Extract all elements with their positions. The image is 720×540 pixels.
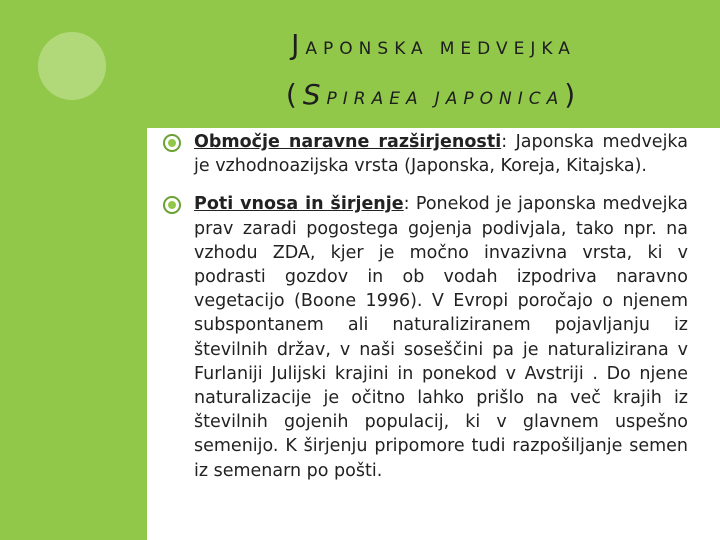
item-text: Japonska medvejka je vzhodnoazijska vrsta (Japonska, Koreja, Kitajska).	[194, 132, 688, 177]
ring-bullet-icon	[160, 193, 184, 217]
title-latin-initial: S	[302, 78, 327, 111]
circle-decoration	[38, 32, 106, 100]
item-label: Območje naravne razširjenosti	[194, 132, 502, 152]
title-word-1: APONSKA	[305, 39, 429, 59]
left-sidebar	[0, 0, 147, 540]
title-line-2	[147, 72, 720, 122]
item-separator: :	[403, 194, 416, 215]
title-paren-open: (	[285, 78, 303, 111]
title-initial: J	[291, 28, 306, 61]
item-separator: :	[501, 132, 516, 152]
title-latin-species: JAPONICA	[434, 89, 565, 109]
slide-title	[147, 22, 720, 122]
item-label: Poti vnosa in širjenje	[194, 194, 404, 215]
title-paren-close: )	[564, 78, 582, 111]
slide-content	[160, 130, 688, 497]
title-line-1	[147, 22, 720, 72]
bullet-item-spread	[160, 192, 688, 482]
ring-bullet-icon	[160, 131, 184, 155]
bullet-item-range	[160, 130, 688, 178]
title-word-2: MEDVEJKA	[439, 39, 576, 59]
title-latin-genus: PIRAEA	[326, 89, 424, 109]
title-band	[147, 0, 720, 128]
item-text: Ponekod je japonska medvejka prav zaradi pogostega gojenja podivjala, tako npr. na vzhodu ZDA, kjer je močno invazivna vrsta, ki v podrasti gozdov in ob vodah izpodriva naravno vegetacijo (Boone 1996). V Evropi poročajo o njenem subspontanem ali naturaliziranem pojavljanju iz številnih držav, v naši soseščini pa je naturalizirana v Furlaniji Julijski krajini in ponekod v Avstriji . Do njene naturalizacije je očitno lahko prišlo na več krajih iz številnih gojenih populacij, ki v glavnem uspešno semenijo. K širjenju pripomore tudi razpošiljanje semen iz semenarn po pošti.	[194, 194, 688, 481]
